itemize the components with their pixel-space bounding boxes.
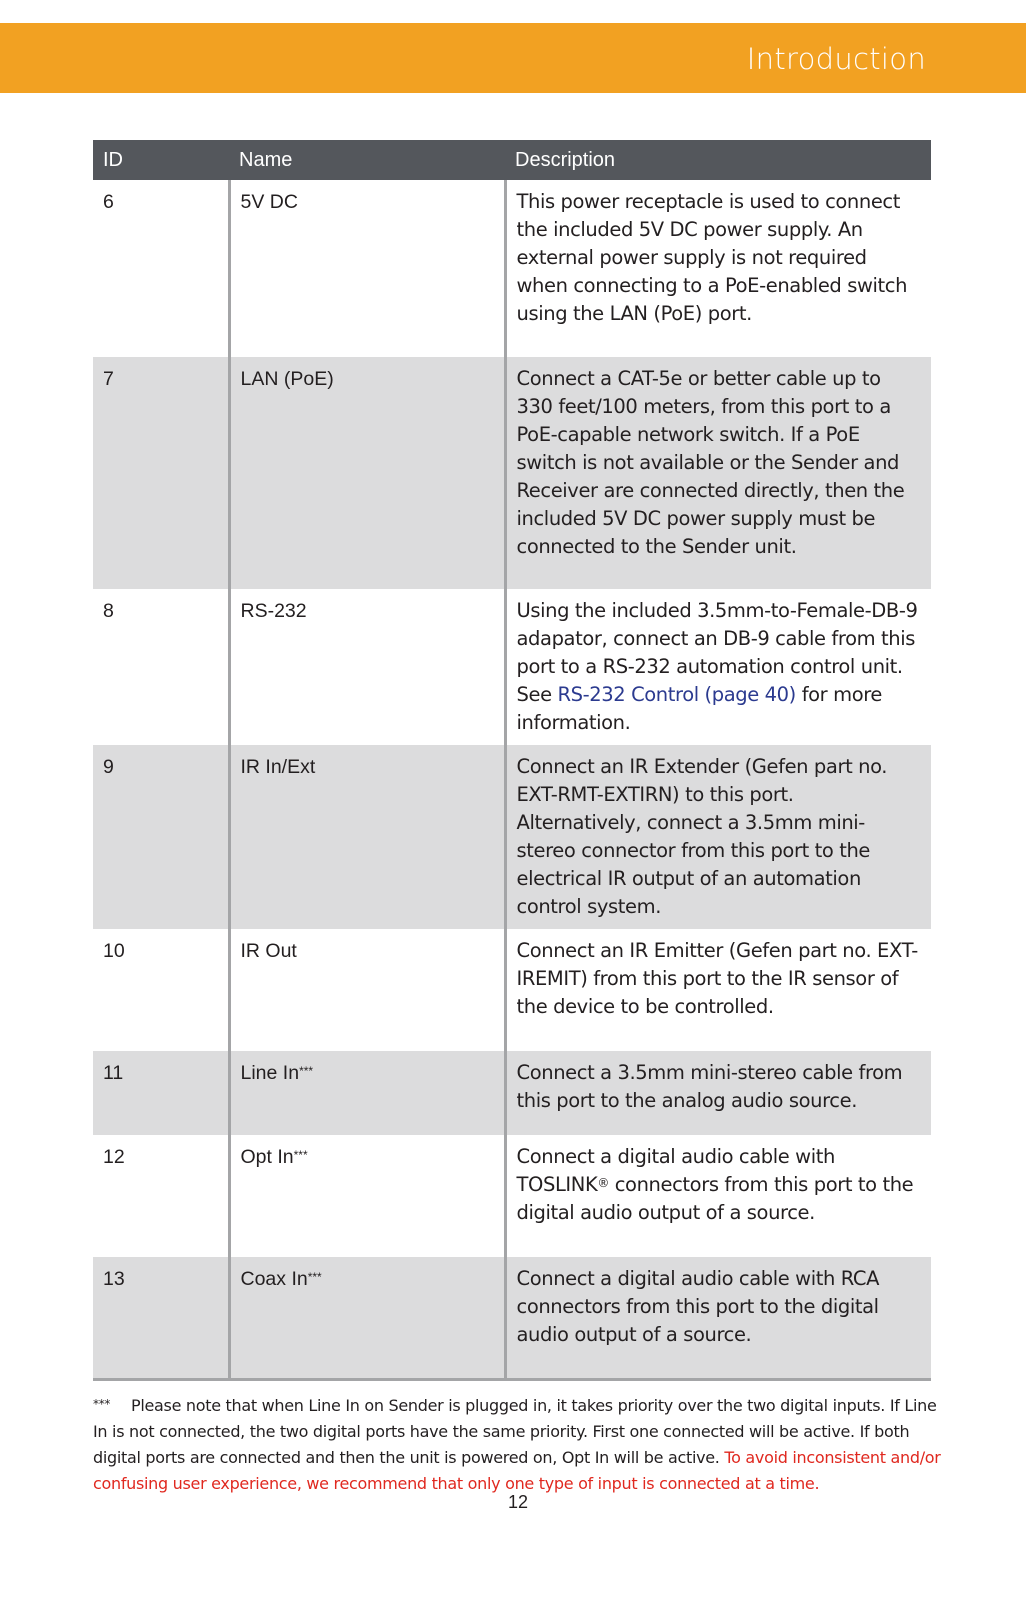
- table-row: [93, 180, 931, 357]
- row-description: [505, 589, 931, 745]
- footnote-marker: ***: [293, 1148, 308, 1162]
- row-id: 11: [93, 1051, 229, 1135]
- port-description-table: [93, 140, 931, 1381]
- row-description: [505, 1135, 931, 1257]
- column-header-name: Name: [229, 140, 505, 180]
- row-name: [229, 1051, 505, 1135]
- row-name-text: Coax In: [240, 1268, 308, 1290]
- footnote-text: Please note that when Line In on Sender is plugged in, it takes priority over the two digital inputs. If Line In is not connected, the two digital ports have the same priority. First one connected will be active. If both digital ports are connected and then the unit is powered on, Opt In will be active.: [93, 1396, 937, 1467]
- row-description-text: Connect a 3.5mm mini-stereo cable from this port to the analog audio source.: [516, 1061, 903, 1112]
- row-name-text: Opt In: [240, 1146, 294, 1168]
- table-row: [93, 929, 931, 1051]
- footnote-mark: ***: [93, 1397, 111, 1411]
- table-header-row: [93, 140, 931, 180]
- row-description: [505, 1257, 931, 1379]
- row-description-text: This power receptacle is used to connect the included 5V DC power supply. An external power supply is not required when connecting to a PoE-enabled switch using the LAN (PoE) port.: [516, 190, 908, 325]
- row-description-text: Connect a digital audio cable with TOSLINK: [516, 1145, 835, 1196]
- row-id: 13: [93, 1257, 229, 1379]
- row-name: [229, 745, 505, 929]
- table-row: [93, 745, 931, 929]
- rs232-control-link[interactable]: RS-232 Control (page 40): [557, 683, 796, 706]
- footnote-marker: ***: [299, 1064, 314, 1078]
- row-description-text: Using the included 3.5mm-to-Female-DB-9 adapator, connect an DB-9 cable from this port to a RS-232 automation control unit. See: [516, 599, 918, 706]
- footnote-warning: To avoid inconsistent and/or confusing user experience, we recommend that only one type of input is connected at a time.: [93, 1448, 941, 1493]
- row-name-text: LAN (PoE): [240, 368, 334, 390]
- table-row: [93, 589, 931, 745]
- row-id: 9: [93, 745, 229, 929]
- registered-mark: ®: [597, 1176, 609, 1190]
- row-id: 12: [103, 1146, 125, 1168]
- table-row: [93, 1257, 931, 1379]
- row-name-text: IR Out: [240, 940, 297, 962]
- row-name-text: RS-232: [240, 600, 307, 622]
- row-id: 6: [103, 191, 114, 213]
- row-description-tail: connectors from this port to the digital audio output of a source.: [516, 1173, 914, 1224]
- row-name: [229, 929, 505, 1051]
- row-name: [229, 357, 505, 589]
- row-id: 8: [103, 600, 114, 622]
- column-header-description: Description: [505, 140, 931, 180]
- row-description-text: Connect an IR Emitter (Gefen part no. EXT-IREMIT) from this port to the IR sensor of the device to be controlled.: [516, 939, 918, 1018]
- row-description-tail: for more information.: [516, 683, 883, 734]
- row-description: [505, 929, 931, 1051]
- row-name: [229, 1135, 505, 1257]
- page-number: 12: [507, 1492, 529, 1512]
- row-name-text: Line In: [240, 1062, 300, 1084]
- footnote-marker: ***: [307, 1270, 322, 1284]
- row-name-text: 5V DC: [240, 191, 298, 213]
- section-title: Introduction: [746, 42, 926, 76]
- column-header-id: ID: [93, 140, 229, 180]
- row-description: [505, 745, 931, 929]
- row-name: [229, 1257, 505, 1379]
- row-description-text: Connect a digital audio cable with RCA connectors from this port to the digital audio output of a source.: [516, 1267, 880, 1346]
- row-description-text: Connect a CAT-5e or better cable up to 330 feet/100 meters, from this port to a PoE-capable network switch. If a PoE switch is not available or the Sender and Receiver are connected directly, then the included 5V DC power supply must be connected to the Sender unit.: [516, 367, 905, 558]
- row-name-text: IR In/Ext: [240, 756, 316, 778]
- row-description: [505, 357, 931, 589]
- footnote: [93, 1393, 943, 1497]
- table-row: [93, 1051, 931, 1135]
- row-description: [505, 180, 931, 357]
- table-row: [93, 1135, 931, 1257]
- row-name: [229, 589, 505, 745]
- table-row: [93, 357, 931, 589]
- row-description: [505, 1051, 931, 1135]
- row-name: [229, 180, 505, 357]
- row-id: 7: [93, 357, 229, 589]
- row-description-text: Connect an IR Extender (Gefen part no. EXT-RMT-EXTIRN) to this port. Alternatively, connect a 3.5mm mini-stereo connector from this port to the electrical IR output of an automation control system.: [516, 755, 888, 918]
- row-id: 10: [103, 940, 125, 962]
